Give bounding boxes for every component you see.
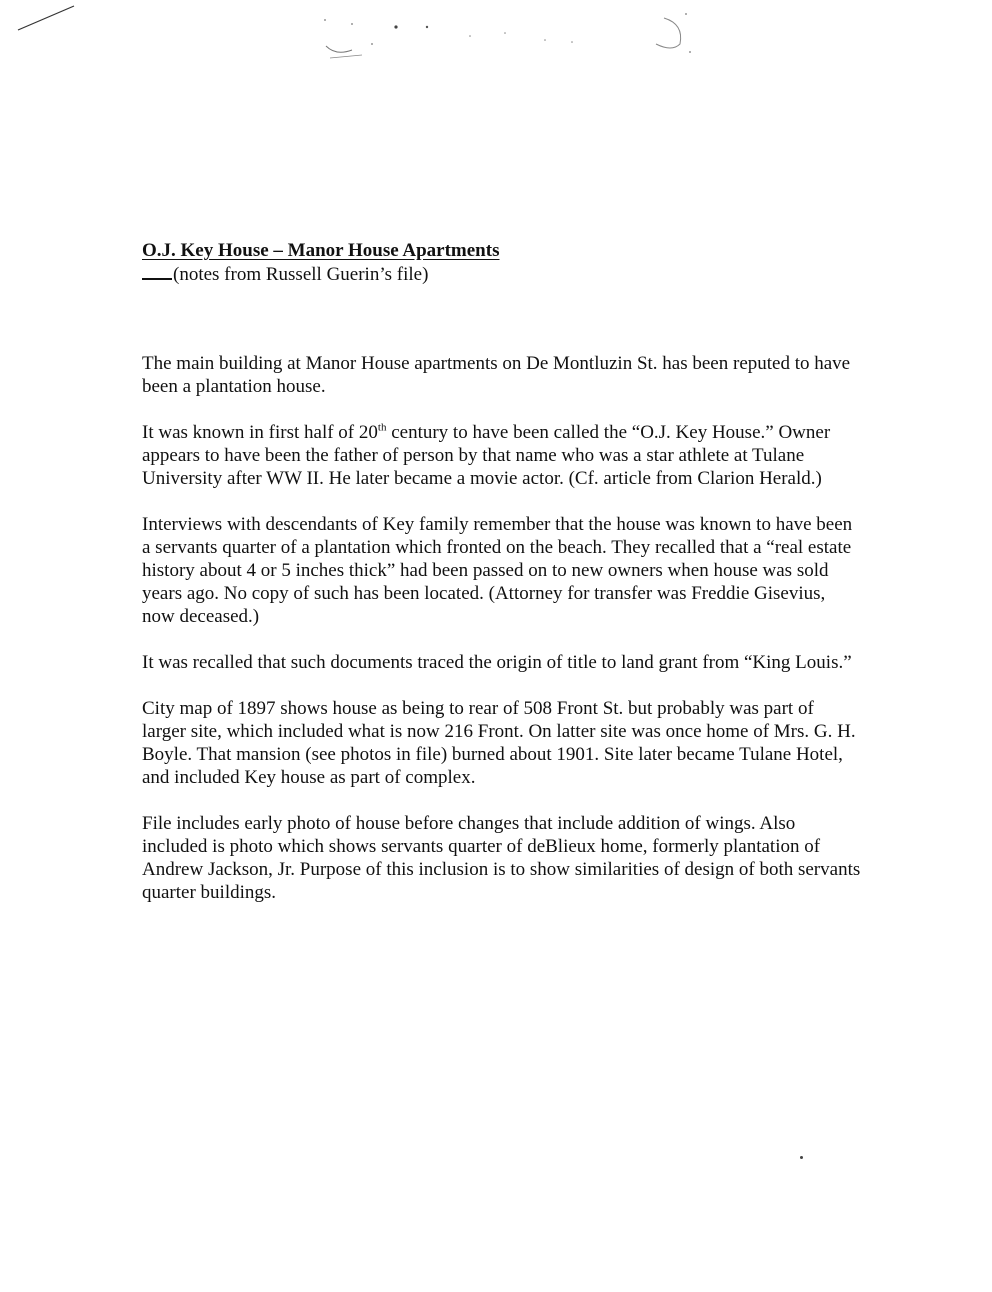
paragraph-2-before: It was known in first half of 20 [142,422,378,443]
paragraph-2-after: century to have been called the “O.J. Key House.” Owner appears to have been the father of person by that name who was a star athlete at Tulane University after WW II. He later became a movie actor. (Cf. article from Clarion Herald.) [142,422,831,489]
document-subtitle: (notes from Russell Guerin’s file) [173,264,429,285]
paragraph-4: It was recalled that such documents traced the origin of title to land grant from “King Louis.” [142,652,852,673]
scan-speck [800,1156,803,1159]
paragraph-3: Interviews with descendants of Key family remember that the house was known to have been a servants quarter of a plantation which fronted on the beach. They recalled that a “real estate history about 4 or 5 inches thick” had been passed on to new owners when house was sold years ago. No copy of such has been located. (Attorney for transfer was Freddie Gisevius, now deceased.) [142,514,853,627]
paragraph-1: The main building at Manor House apartments on De Montluzin St. has been reputed to have been a plantation house. [142,353,851,397]
title-block [142,240,842,287]
blank-underline [142,278,172,280]
document-subtitle-line [142,263,842,287]
paragraph-5: City map of 1897 shows house as being to rear of 508 Front St. but probably was part of larger site, which included what is now 216 Front. On latter site was once home of Mrs. G. H. Boyle. That mansion (see photos in file) burned about 1901. Site later became Tulane Hotel, and included Key house as part of complex. [142,698,856,788]
paragraph-2 [142,421,862,490]
document-body [142,352,862,927]
paragraph-2-superscript: th [377,421,387,434]
paragraph-6: File includes early photo of house before changes that include addition of wings. Also included is photo which shows servants quarter of deBlieux home, formerly plantation of Andrew Jackson, Jr. Purpose of this inclusion is to show similarities of design of both servants quarter buildings. [142,813,861,903]
scan-artifacts [0,0,992,120]
document-title: O.J. Key House – Manor House Apartments [142,240,500,261]
